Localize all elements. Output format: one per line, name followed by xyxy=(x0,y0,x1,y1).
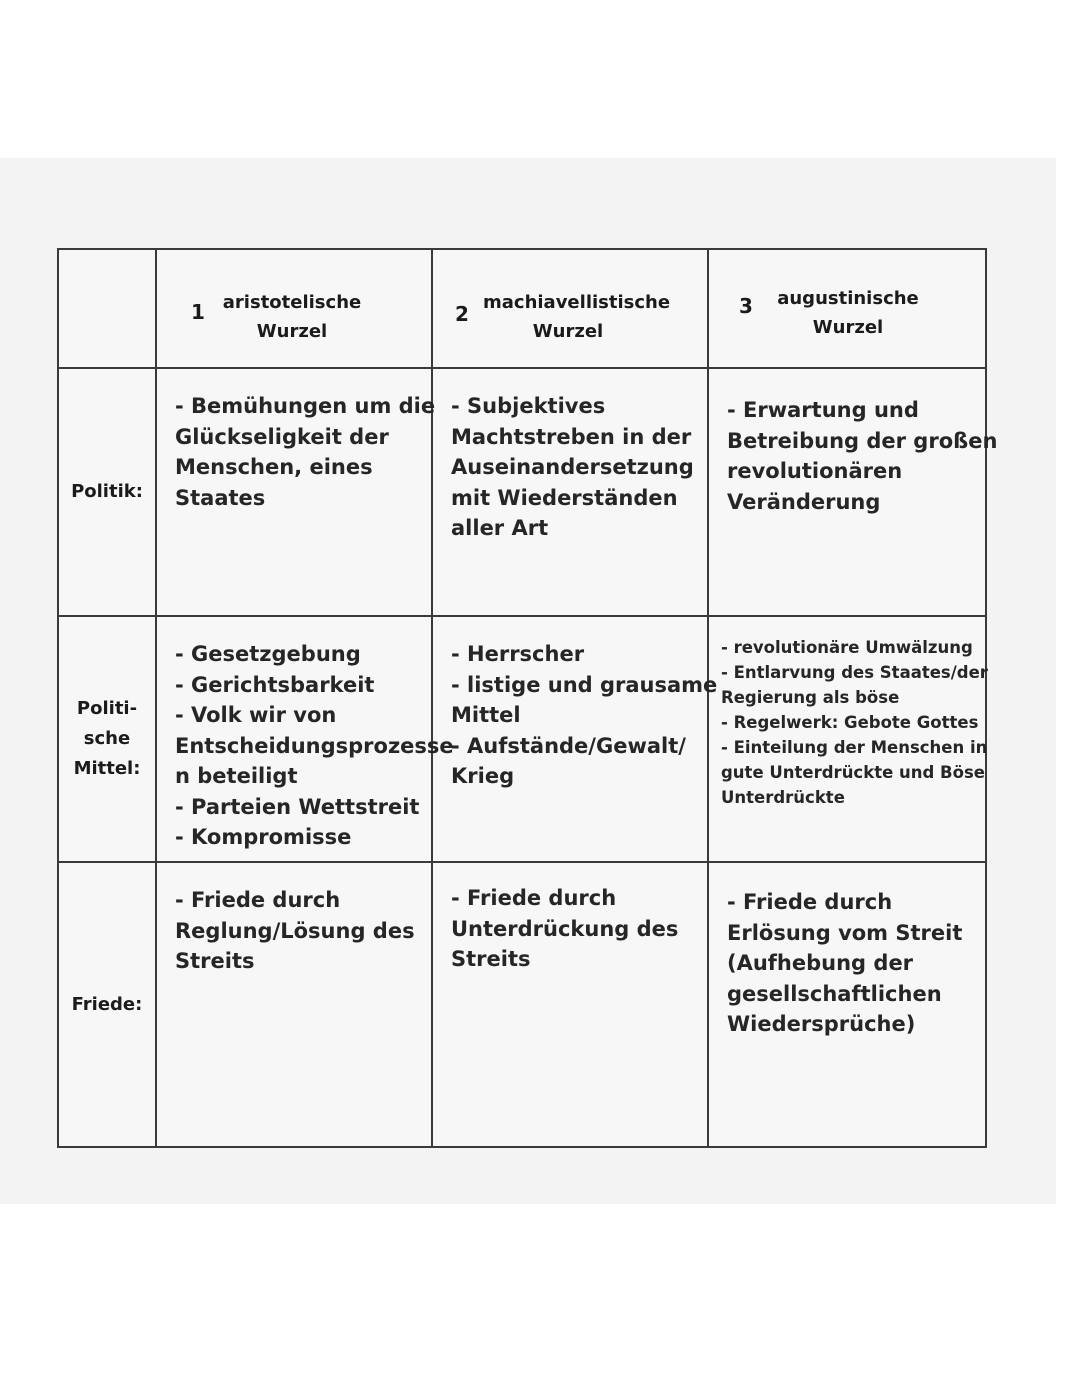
row-label: Politik: xyxy=(71,481,143,502)
table-cell: - revolutionäre Umwälzung - Entlarvung des Staates/der Regierung als böse - Regelwerk: Gebote Gottes - Einteilung der Menschen in gute Unterdrückte und Böse Unterdrückte xyxy=(708,616,986,862)
table-cell: - Bemühungen um die Glückseligkeit der Menschen, eines Staates xyxy=(156,368,432,616)
table-cell: - Friede durch Erlösung vom Streit (Aufhebung der gesellschaftlichen Wiedersprüche) xyxy=(708,862,986,1147)
row-label: Friede: xyxy=(71,993,143,1015)
column-number: 2 xyxy=(455,302,469,326)
header-cell-augustinisch xyxy=(708,249,986,368)
column-number: 3 xyxy=(739,294,753,318)
header-cell-machiavellistisch xyxy=(432,249,708,368)
table-cell: - Herrscher - listige und grausame Mittel - Aufstände/Gewalt/ Krieg xyxy=(432,616,708,862)
corner-cell xyxy=(58,249,156,368)
row-label-cell xyxy=(58,368,156,616)
column-title: machiavellistische Wurzel xyxy=(483,292,671,342)
table-cell: - Subjektives Machtstreben in der Auseinandersetzung mit Wiederständen aller Art xyxy=(432,368,708,616)
header-cell-aristotelisch xyxy=(156,249,432,368)
column-title: augustinische Wurzel xyxy=(777,288,919,338)
table-cell: - Friede durch Reglung/Lösung des Streits xyxy=(156,862,432,1147)
row-politische-mittel xyxy=(58,616,986,862)
row-friede xyxy=(58,862,986,1147)
comparison-table xyxy=(57,248,998,1148)
table-cell: - Gesetzgebung - Gerichtsbarkeit - Volk wir von Entscheidungsprozesse n beteiligt - Parteien Wettstreit - Kompromisse xyxy=(156,616,432,862)
row-politik xyxy=(58,368,986,616)
column-number: 1 xyxy=(191,300,205,324)
table-cell: - Friede durch Unterdrückung des Streits xyxy=(432,862,708,1147)
header-row xyxy=(58,249,986,368)
column-title: aristotelische Wurzel xyxy=(222,292,362,342)
row-label-cell xyxy=(58,616,156,862)
table-cell: - Erwartung und Betreibung der großen revolutionären Veränderung xyxy=(708,368,986,616)
row-label: Politi- sche Mittel: xyxy=(73,698,141,779)
row-label-cell xyxy=(58,862,156,1147)
